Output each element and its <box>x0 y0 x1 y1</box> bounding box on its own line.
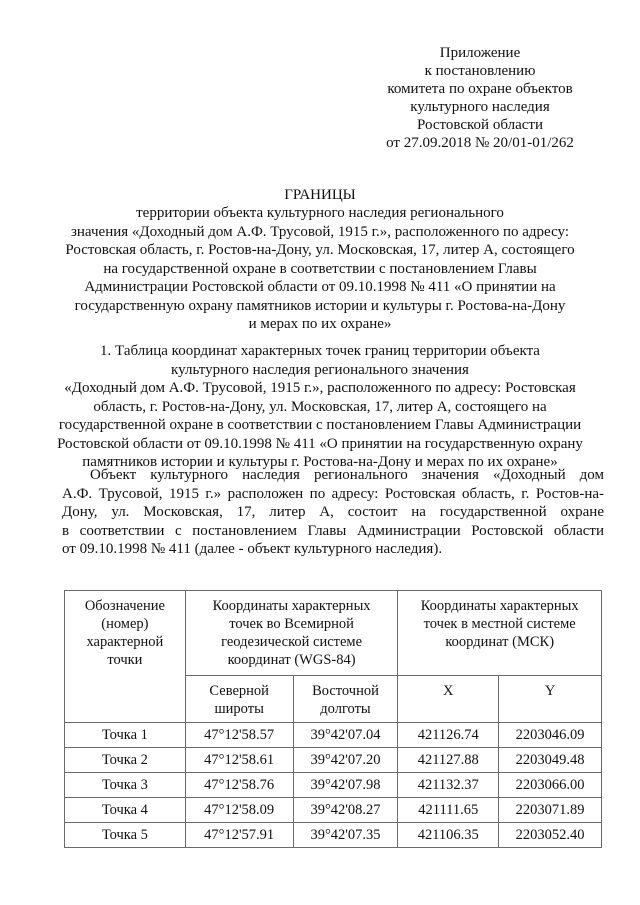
document-subtitle <box>50 204 590 334</box>
header-north-line: Северной <box>209 683 269 699</box>
table-row <box>65 773 602 798</box>
subtitle-line: на государственной охране в соответствии с постановлением Главы <box>103 260 537 277</box>
header-east-line: Восточной <box>312 683 379 699</box>
cell-point: Точка 4 <box>65 798 186 823</box>
document-title: ГРАНИЦЫ <box>284 187 356 203</box>
section-heading-line: культурного наследия регионального значения <box>171 361 469 378</box>
header-wgs-line: точек во Всемирной <box>229 616 354 632</box>
header-x: X <box>398 676 499 723</box>
table-header-row <box>65 591 602 676</box>
cell-north: 47°12'58.57 <box>185 723 293 748</box>
appendix-block <box>370 44 590 152</box>
cell-point: Точка 2 <box>65 748 186 773</box>
table-row <box>65 823 602 848</box>
header-point <box>65 591 186 723</box>
cell-y: 2203046.09 <box>499 723 602 748</box>
appendix-line: Ростовской области <box>417 117 543 133</box>
section-heading-line: государственной охране в соответствии с постановлением Главы Администрации <box>58 417 582 433</box>
section-heading-line: памятников истории и культуры г. Ростова-на-Дону и мерах по их охране» <box>82 454 558 470</box>
header-wgs-line: геодезической системе <box>221 634 363 650</box>
cell-y: 2203049.48 <box>499 748 602 773</box>
cell-east: 39°42'07.04 <box>293 723 398 748</box>
header-point-line: Обозначение <box>84 598 165 614</box>
subtitle-line: Ростовская область, г. Ростов-на-Дону, ул. Московская, 17, литер А, состоящего <box>65 242 575 258</box>
header-north-line: широты <box>214 701 264 717</box>
cell-y: 2203066.00 <box>499 773 602 798</box>
subtitle-line: территории объекта культурного наследия регионального <box>136 205 504 221</box>
cell-north: 47°12'58.61 <box>185 748 293 773</box>
cell-point: Точка 1 <box>65 723 186 748</box>
subtitle-line: Администрации Ростовской области от 09.10.1998 № 411 «О принятии на <box>84 279 556 295</box>
cell-east: 39°42'08.27 <box>293 798 398 823</box>
cell-east: 39°42'07.35 <box>293 823 398 848</box>
subtitle-line: и мерах по их охране» <box>248 316 392 332</box>
appendix-line: комитета по охране объектов <box>387 81 573 97</box>
header-east-line: долготы <box>320 701 371 717</box>
description-paragraph <box>62 466 604 559</box>
section-heading-line: Ростовской области от 09.10.1998 № 411 «О принятии на государственную охрану <box>57 435 583 452</box>
paragraph-line: в соответствии с постановлением Главы Администрации Ростовской области <box>62 522 604 539</box>
appendix-line: от 27.09.2018 № 20/01-01/262 <box>386 135 574 151</box>
appendix-line: Приложение <box>439 45 521 61</box>
cell-x: 421132.37 <box>398 773 499 798</box>
header-point-line: точки <box>107 652 143 668</box>
cell-x: 421126.74 <box>398 723 499 748</box>
header-y: Y <box>499 676 602 723</box>
section-heading-line: область, г. Ростов-на-Дону, ул. Московская, 17, литер А, состоящего на <box>93 398 547 415</box>
paragraph-line: от 09.10.1998 № 411 (далее - объект культурного наследия). <box>62 541 443 557</box>
section-heading-line: 1. Таблица координат характерных точек границ территории объекта <box>100 343 540 359</box>
cell-north: 47°12'57.91 <box>185 823 293 848</box>
cell-x: 421111.65 <box>398 798 499 823</box>
table-row <box>65 798 602 823</box>
cell-point: Точка 3 <box>65 773 186 798</box>
cell-y: 2203052.40 <box>499 823 602 848</box>
paragraph-line: А.Ф. Трусовой, 1915 г.» расположен по адресу: Ростовская область, г. Ростов-на- <box>62 485 604 502</box>
header-east <box>293 676 398 723</box>
table-row <box>65 748 602 773</box>
appendix-line: к постановлению <box>424 63 536 79</box>
subtitle-line: государственную охрану памятников истории и культуры г. Ростова-на-Дону <box>74 297 566 314</box>
table-row <box>65 723 602 748</box>
cell-point: Точка 5 <box>65 823 186 848</box>
cell-x: 421106.35 <box>398 823 499 848</box>
cell-north: 47°12'58.76 <box>185 773 293 798</box>
cell-north: 47°12'58.09 <box>185 798 293 823</box>
cell-y: 2203071.89 <box>499 798 602 823</box>
coordinates-table <box>64 590 602 848</box>
header-point-line: (номер) <box>101 616 149 632</box>
paragraph-line: Объект культурного наследия регионального значения «Доходный дом <box>90 467 604 483</box>
header-wgs-line: координат (WGS-84) <box>227 652 356 668</box>
header-msk-line: точек в местной системе <box>423 616 576 632</box>
header-msk <box>398 591 602 676</box>
cell-x: 421127.88 <box>398 748 499 773</box>
appendix-line: культурного наследия <box>410 99 550 115</box>
cell-east: 39°42'07.98 <box>293 773 398 798</box>
paragraph-line: Дону, ул. Московская, 17, литер А, состоит на государственной охране <box>62 504 604 520</box>
section-heading-line: «Доходный дом А.Ф. Трусовой, 1915 г.», расположенного по адресу: Ростовская <box>64 380 576 396</box>
header-msk-line: Координаты характерных <box>420 598 579 614</box>
section-heading <box>50 342 590 472</box>
header-wgs-line: Координаты характерных <box>212 598 371 614</box>
cell-east: 39°42'07.20 <box>293 748 398 773</box>
header-north <box>185 676 293 723</box>
header-msk-line: координат (МСК) <box>445 634 555 650</box>
header-point-line: характерной <box>86 634 164 650</box>
header-wgs <box>185 591 398 676</box>
subtitle-line: значения «Доходный дом А.Ф. Трусовой, 1915 г.», расположенного по адресу: <box>70 223 570 240</box>
